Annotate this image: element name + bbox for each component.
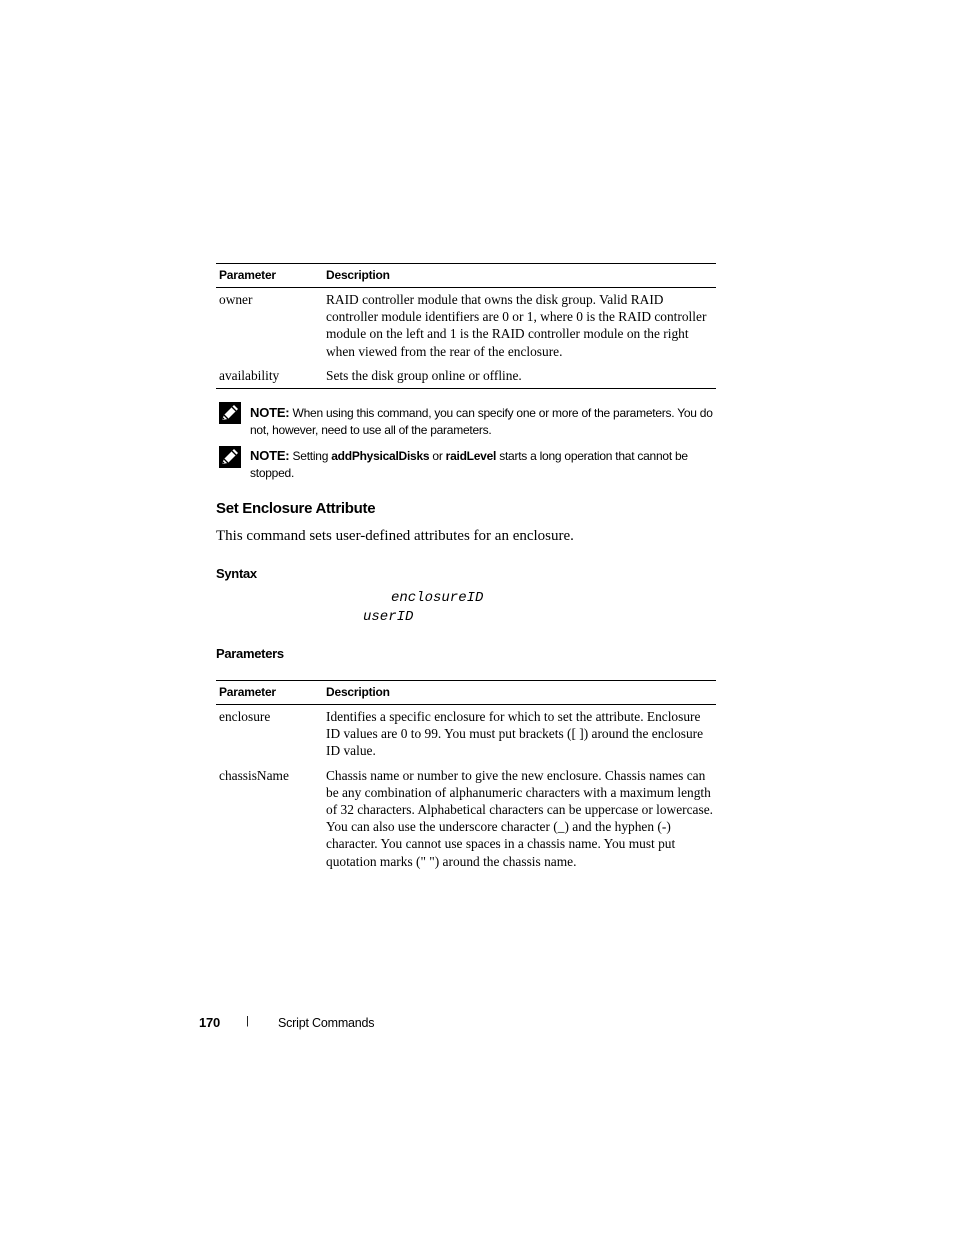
param-description: Identifies a specific enclosure for which to set the attribute. Enclosure ID values are 0 to 99. You must put brackets ([ ]) around the enclosure ID value. — [326, 709, 704, 759]
column-header-parameter: Parameter — [216, 681, 323, 705]
note-2 — [250, 447, 720, 482]
param-name: availability — [216, 360, 323, 389]
parameters-heading: Parameters — [216, 646, 284, 661]
param-name: enclosure — [219, 709, 271, 724]
note-label: NOTE: — [250, 405, 290, 420]
footer-separator: | — [246, 1015, 249, 1027]
table-header-row — [216, 264, 716, 288]
section-intro: This command sets user-defined attributes for an enclosure. — [216, 528, 574, 544]
column-header-description: Description — [323, 264, 716, 288]
column-header-parameter: Parameter — [216, 264, 323, 288]
param-name: owner — [219, 292, 253, 307]
note-1 — [250, 404, 720, 439]
note-keyword-addphysicaldisks: addPhysicalDisks — [331, 449, 430, 463]
section-title: Set Enclosure Attribute — [216, 500, 376, 517]
table-row — [216, 288, 716, 360]
syntax-user-id: userID — [363, 609, 414, 625]
table-header-row — [216, 681, 716, 705]
param-description: RAID controller module that owns the disk group. Valid RAID controller module identifiers are 0 or 1, where 0 is the RAID controller module on the left and 1 is the RAID controller module on the right when viewed from the rear of the enclosure. — [326, 292, 707, 359]
column-header-description: Description — [323, 681, 716, 705]
parameter-table-1 — [216, 263, 716, 389]
table-row — [216, 760, 716, 870]
parameter-table-2 — [216, 680, 716, 870]
note-pencil-icon — [219, 446, 241, 468]
table-row — [216, 360, 716, 389]
param-name: chassisName — [219, 767, 289, 783]
footer-section-name: Script Commands — [278, 1016, 375, 1030]
note-keyword-raidlevel: raidLevel — [445, 449, 497, 463]
note-label: NOTE: — [250, 448, 290, 463]
param-description: Chassis name or number to give the new enclosure. Chassis names can be any combination of alphanumeric characters with a maximum length of 32 characters. Alphabetical characters can be uppercase or lowercase. You can also use the underscore character (_) and the hyphen (-) character. You cannot use spaces in a chassis name. You must put quotation marks (" ") around the chassis name. — [326, 767, 714, 869]
page-number: 170 — [199, 1015, 221, 1030]
syntax-enclosure-id: enclosureID — [391, 590, 484, 606]
note-text-before: Setting — [292, 449, 332, 463]
note-text-after: starts a long operation that cannot be stopped. — [250, 449, 688, 480]
param-description: Sets the disk group online or offline. — [323, 360, 716, 389]
note-text-mid: or — [429, 449, 446, 463]
note-pencil-icon — [219, 402, 241, 424]
note-text: When using this command, you can specify one or more of the parameters. You do not, however, need to use all of the parameters. — [250, 406, 713, 437]
table-row — [216, 705, 716, 760]
syntax-heading: Syntax — [216, 566, 257, 581]
